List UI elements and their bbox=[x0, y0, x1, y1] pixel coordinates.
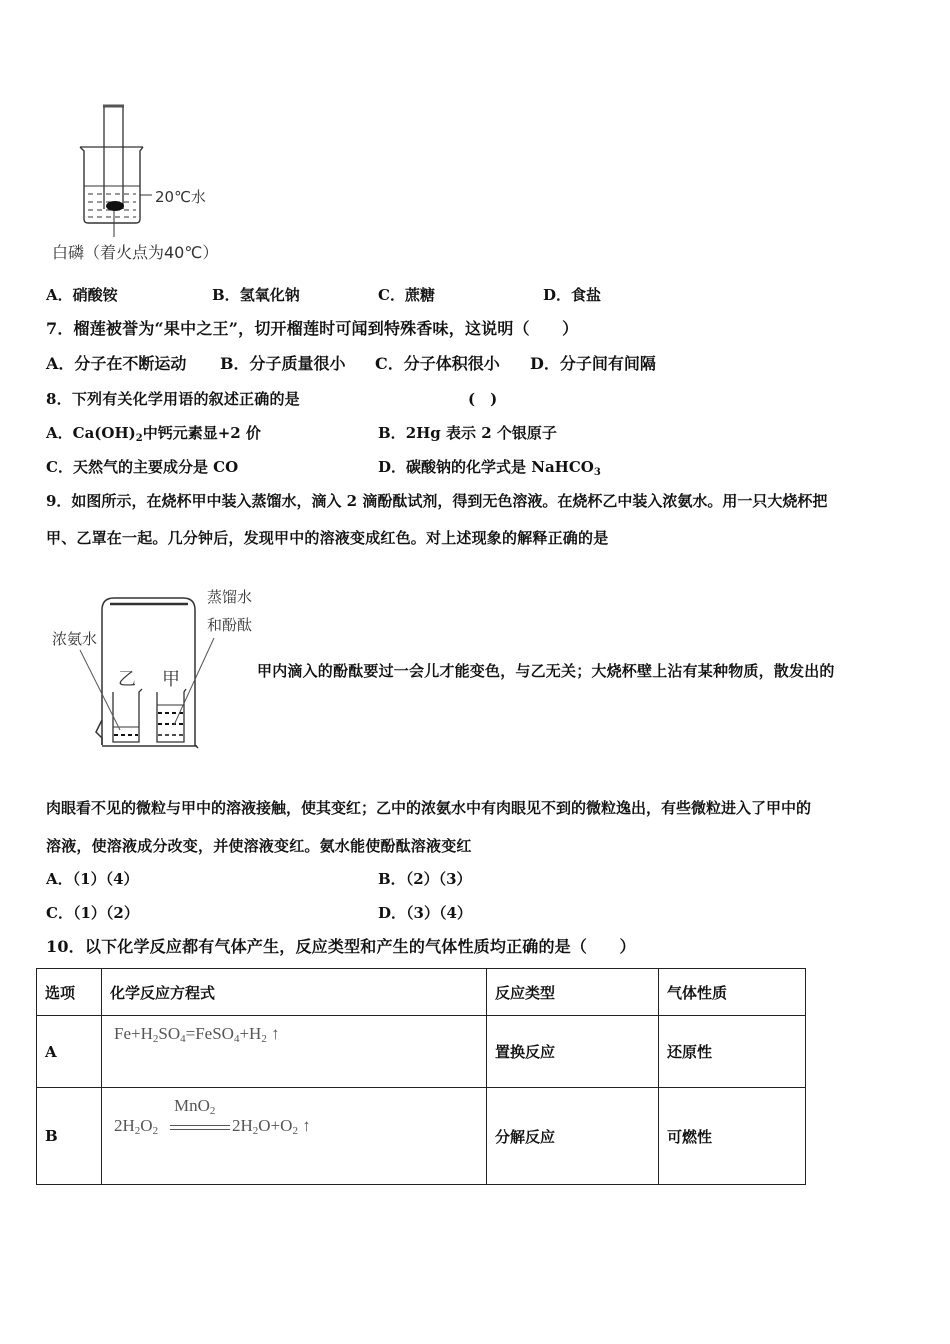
q8-option-b[interactable]: B．2Hg 表示 2 个银原子 bbox=[378, 424, 557, 442]
row-a-option: A bbox=[37, 1016, 102, 1088]
header-gas-property: 气体性质 bbox=[659, 969, 806, 1016]
row-a-gas-property: 还原性 bbox=[659, 1016, 806, 1088]
beaker-yi-label: 乙 bbox=[118, 669, 136, 690]
row-b-equation: MnO$_2$ $2H_2O_2$ $2H_2O+O_2$ ↑ bbox=[102, 1088, 487, 1185]
distilled-water-label: 蒸馏水 bbox=[207, 588, 253, 606]
q6-option-a[interactable]: A．硝酸铵 bbox=[46, 286, 118, 304]
q10-stem: 10．以下化学反应都有气体产生，反应类型和产生的气体性质均正确的是（ ） bbox=[46, 937, 636, 956]
q9-explanation-line2: 肉眼看不见的微粒与甲中的溶液接触，使其变红；乙中的浓氨水中有肉眼见不到的微粒逸出，有些微粒进入了甲中的 bbox=[46, 799, 812, 817]
beaker-jia-label: 甲 bbox=[162, 669, 180, 690]
q9-explanation-line3: 溶液，使溶液成分改变，并使溶液变红。氨水能使酚酞溶液变红 bbox=[46, 837, 472, 855]
q9-explanation-line1: 甲内滴入的酚酞要过一会儿才能变色，与乙无关；大烧杯壁上沾有某种物质，散发出的 bbox=[257, 662, 835, 680]
reaction-equals-sign bbox=[170, 1125, 230, 1130]
q7-option-c[interactable]: C．分子体积很小 bbox=[375, 354, 500, 373]
q10-reaction-table bbox=[36, 968, 806, 1185]
q9-stem-line2: 甲、乙罩在一起。几分钟后，发现甲中的溶液变成红色。对上述现象的解释正确的是 bbox=[46, 529, 609, 547]
q8-option-a[interactable]: A．$Ca(OH)_2$中钙元素显+2 价 bbox=[46, 424, 261, 444]
header-option: 选项 bbox=[37, 969, 102, 1016]
q8-stem: 8．下列有关化学用语的叙述正确的是 bbox=[46, 390, 300, 408]
concentrated-ammonia-label: 浓氨水 bbox=[52, 630, 98, 648]
phenolphthalein-label: 和酚酞 bbox=[207, 616, 253, 634]
table-header-row bbox=[37, 969, 806, 1016]
q7-option-b[interactable]: B．分子质量很小 bbox=[220, 354, 346, 373]
table-row bbox=[37, 1016, 806, 1088]
q6-option-b[interactable]: B．氢氧化钠 bbox=[212, 286, 300, 304]
q9-option-a[interactable]: A．（1）（4） bbox=[46, 870, 139, 888]
row-b-gas-property: 可燃性 bbox=[659, 1088, 806, 1185]
water-temperature-label: 20℃水 bbox=[155, 188, 206, 206]
q9-option-d[interactable]: D．（3）（4） bbox=[378, 904, 472, 922]
q9-option-b[interactable]: B．（2）（3） bbox=[378, 870, 472, 888]
header-equation: 化学反应方程式 bbox=[102, 969, 487, 1016]
q9-stem-line1: 9．如图所示，在烧杯甲中装入蒸馏水，滴入 2 滴酚酞试剂，得到无色溶液。在烧杯乙中装入浓氨水。用一只大烧杯把 bbox=[46, 492, 828, 510]
table-row bbox=[37, 1088, 806, 1185]
row-a-reaction-type: 置换反应 bbox=[487, 1016, 659, 1088]
q7-option-a[interactable]: A．分子在不断运动 bbox=[46, 354, 187, 373]
white-phosphorus-label: 白磷（着火点为40℃） bbox=[52, 243, 219, 262]
q6-option-d[interactable]: D．食盐 bbox=[543, 286, 602, 304]
q8-option-d[interactable]: D．碳酸钠的化学式是 NaHCO$_3$ bbox=[378, 458, 601, 478]
row-a-equation: $Fe+H_2SO_4=FeSO_4+H_2$ ↑ bbox=[102, 1016, 487, 1088]
q7-option-d[interactable]: D．分子间有间隔 bbox=[530, 354, 656, 373]
row-b-option: B bbox=[37, 1088, 102, 1185]
q8-option-c[interactable]: C．天然气的主要成分是 CO bbox=[46, 458, 239, 476]
catalyst-label: MnO$_2$ bbox=[174, 1096, 216, 1117]
q6-option-c[interactable]: C．蔗糖 bbox=[378, 286, 435, 304]
header-reaction-type: 反应类型 bbox=[487, 969, 659, 1016]
row-b-reaction-type: 分解反应 bbox=[487, 1088, 659, 1185]
q8-answer-bracket: ( ) bbox=[468, 390, 498, 408]
q9-option-c[interactable]: C．（1）（2） bbox=[46, 904, 139, 922]
q7-stem: 7．榴莲被誉为“果中之王”，切开榴莲时可闻到特殊香味，这说明（ ） bbox=[46, 319, 579, 338]
